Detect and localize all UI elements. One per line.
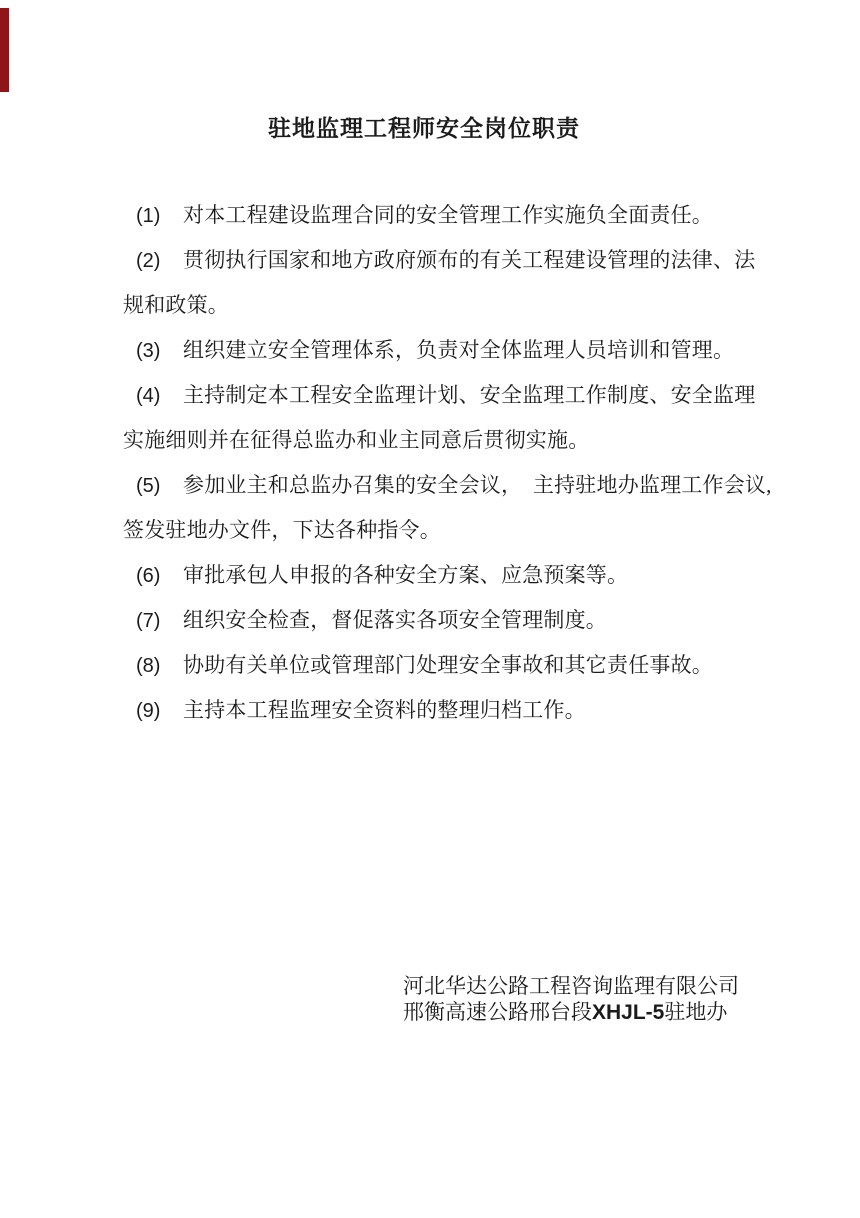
list-item-1 <box>136 203 713 228</box>
list-item-3-number: (3) <box>136 340 161 362</box>
footer-office-line <box>403 1001 727 1025</box>
list-item-2-continuation <box>123 293 229 317</box>
list-item-3 <box>136 338 734 363</box>
list-item-2 <box>136 248 755 273</box>
list-item-8 <box>136 653 713 678</box>
list-item-7-number: (7) <box>136 610 161 632</box>
footer-office-prefix: 邢衡高速公路邢台段 <box>403 1001 592 1024</box>
list-item-5-text: 参加业主和总监办召集的安全会议， 主持驻地办监理工作会议, <box>183 473 772 497</box>
list-item-7-text: 组织安全检查，督促落实各项安全管理制度。 <box>183 608 607 632</box>
document-title: 驻地监理工程师安全岗位职责 <box>268 116 580 141</box>
list-item-4 <box>136 383 755 408</box>
left-edge-red-marker <box>0 8 9 92</box>
list-item-8-text: 协助有关单位或管理部门处理安全事故和其它责任事故。 <box>183 653 713 677</box>
list-item-6-text: 审批承包人申报的各种安全方案、应急预案等。 <box>183 563 629 587</box>
footer-company-line: 河北华达公路工程咨询监理有限公司 <box>403 974 739 998</box>
list-item-4-number: (4) <box>136 385 161 407</box>
list-item-9-number: (9) <box>136 700 161 722</box>
list-item-7 <box>136 608 607 633</box>
list-item-6 <box>136 563 628 588</box>
list-item-9 <box>136 698 586 723</box>
list-item-3-text: 组织建立安全管理体系，负责对全体监理人员培训和管理。 <box>183 338 735 362</box>
list-item-5-number: (5) <box>136 475 161 497</box>
list-item-2-text: 贯彻执行国家和地方政府颁布的有关工程建设管理的法律、法 <box>183 248 756 272</box>
list-item-6-number: (6) <box>136 565 161 587</box>
list-item-5 <box>136 473 772 498</box>
list-item-4-continuation <box>123 428 589 452</box>
list-item-1-text: 对本工程建设监理合同的安全管理工作实施负全面责任。 <box>183 203 713 227</box>
list-item-2-number: (2) <box>136 250 161 272</box>
footer-office-suffix: 驻地办 <box>664 1001 728 1024</box>
list-item-4-text: 主持制定本工程安全监理计划、安全监理工作制度、安全监理 <box>183 383 756 407</box>
list-item-9-text: 主持本工程监理安全资料的整理归档工作。 <box>183 698 586 722</box>
list-item-5-continuation <box>123 518 441 542</box>
list-item-2-continuation-text: 规和政策。 <box>123 293 229 317</box>
list-item-5-continuation-text: 签发驻地办文件，下达各种指令。 <box>123 518 441 542</box>
list-item-1-number: (1) <box>136 205 161 227</box>
list-item-4-continuation-text: 实施细则并在征得总监办和业主同意后贯彻实施。 <box>123 428 590 452</box>
footer-office-code: XHJL-5 <box>592 1001 665 1024</box>
list-item-8-number: (8) <box>136 655 161 677</box>
